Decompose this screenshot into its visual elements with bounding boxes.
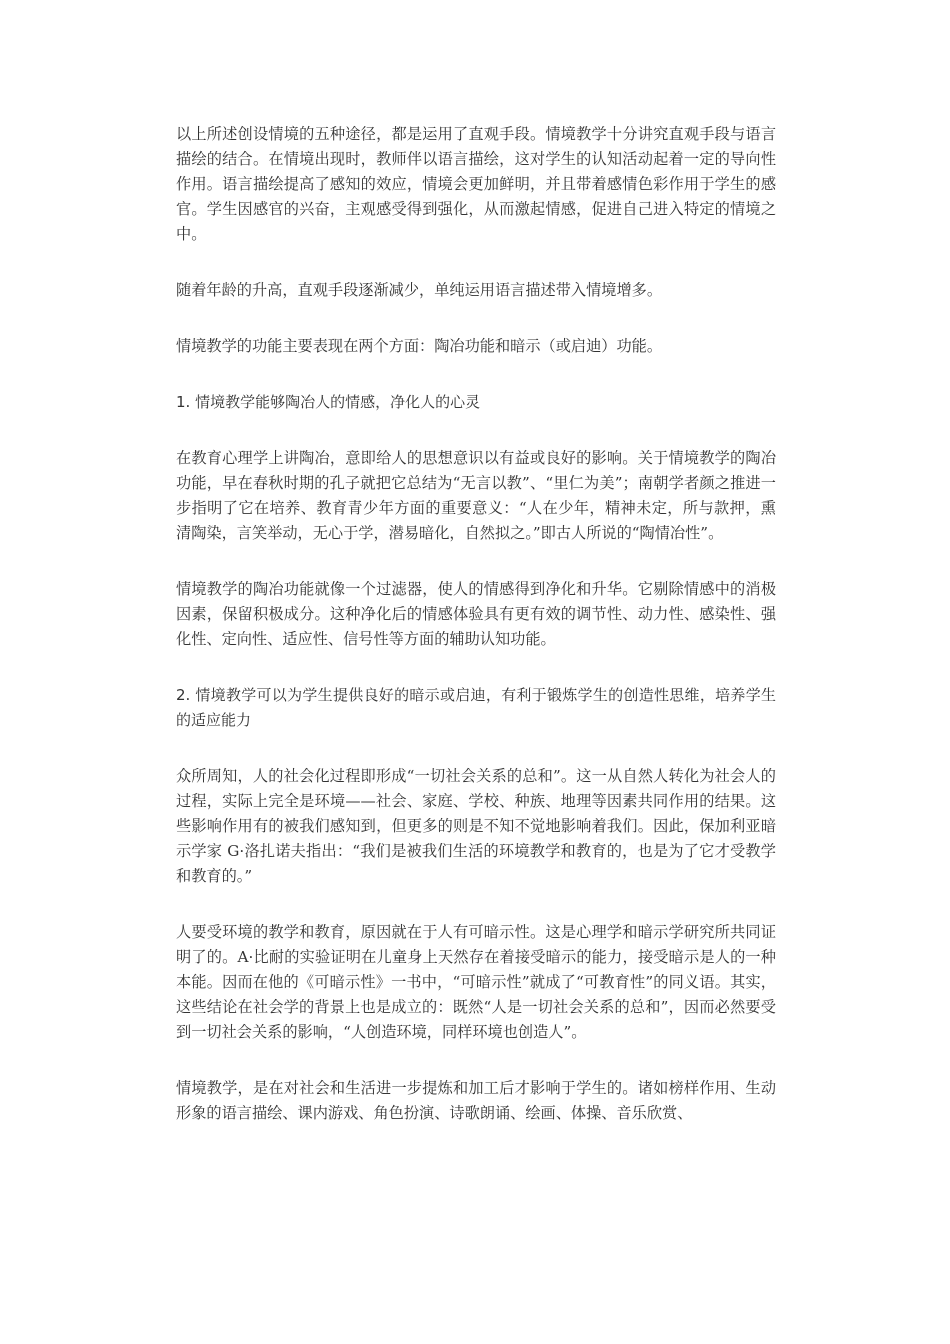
paragraph-intuitive-means: 以上所述创设情境的五种途径，都是运用了直观手段。情境教学十分讲究直观手段与语言描绘的结合。在情境出现时，教师伴以语言描绘，这对学生的认知活动起着一定的导向性作用。语言描绘提高了感知的效应，情境会更加鲜明，并且带着感情色彩作用于学生的感官。学生因感官的兴奋，主观感受得到强化，从而激起情感，促进自己进入特定的情境之中。 — [176, 125, 776, 243]
section-heading-2: 2. 情境教学可以为学生提供良好的暗示或启迪，有利于锻炼学生的创造性思维，培养学生的适应能力 — [176, 686, 776, 729]
paragraph-situational-teaching: 情境教学，是在对社会和生活进一步提炼和加工后才影响于学生的。诸如榜样作用、生动形象的语言描绘、课内游戏、角色扮演、诗歌朗诵、绘画、体操、音乐欣赏、 — [176, 1079, 776, 1122]
paragraph-age-increase: 随着年龄的升高，直观手段逐渐减少，单纯运用语言描述带入情境增多。 — [176, 281, 662, 299]
paragraph-two-functions: 情境教学的功能主要表现在两个方面：陶冶功能和暗示（或启迪）功能。 — [176, 337, 662, 355]
paragraph-socialization: 众所周知，人的社会化过程即形成“一切社会关系的总和”。这一从自然人转化为社会人的过程，实际上完全是环境——社会、家庭、学校、种族、地理等因素共同作用的结果。这些影响作用有的被我们感知到，但更多的则是不知不觉地影响着我们。因此，保加利亚暗示学家 G·洛扎诺夫指出：“我们是被我们生活的环境教学和教育的，也是为了它才受教学和教育的。” — [176, 767, 776, 885]
paragraph-suggestibility: 人要受环境的教学和教育，原因就在于人有可暗示性。这是心理学和暗示学研究所共同证明了的。A·比耐的实验证明在儿童身上天然存在着接受暗示的能力，接受暗示是人的一种本能。因而在他的《可暗示性》一书中，“可暗示性”就成了“可教育性”的同义语。其实，这些结论在社会学的背景上也是成立的：既然“人是一切社会关系的总和”，因而必然要受到一切社会关系的影响，“人创造环境，同样环境也创造人”。 — [176, 923, 776, 1041]
document-body — [176, 122, 776, 1157]
paragraph-edification-history: 在教育心理学上讲陶冶，意即给人的思想意识以有益或良好的影响。关于情境教学的陶冶功能，早在春秋时期的孔子就把它总结为“无言以教”、“里仁为美”；南朝学者颜之推进一步指明了它在培养、教育青少年方面的重要意义：“人在少年，精神未定，所与款押，熏清陶染，言笑举动，无心于学，潜易暗化，自然拟之。”即古人所说的“陶情冶性”。 — [176, 449, 776, 542]
paragraph-filter-metaphor: 情境教学的陶冶功能就像一个过滤器，使人的情感得到净化和升华。它剔除情感中的消极因素，保留积极成分。这种净化后的情感体验具有更有效的调节性、动力性、感染性、强化性、定向性、适应性、信号性等方面的辅助认知功能。 — [176, 580, 776, 648]
section-heading-1: 1. 情境教学能够陶冶人的情感，净化人的心灵 — [176, 393, 481, 411]
